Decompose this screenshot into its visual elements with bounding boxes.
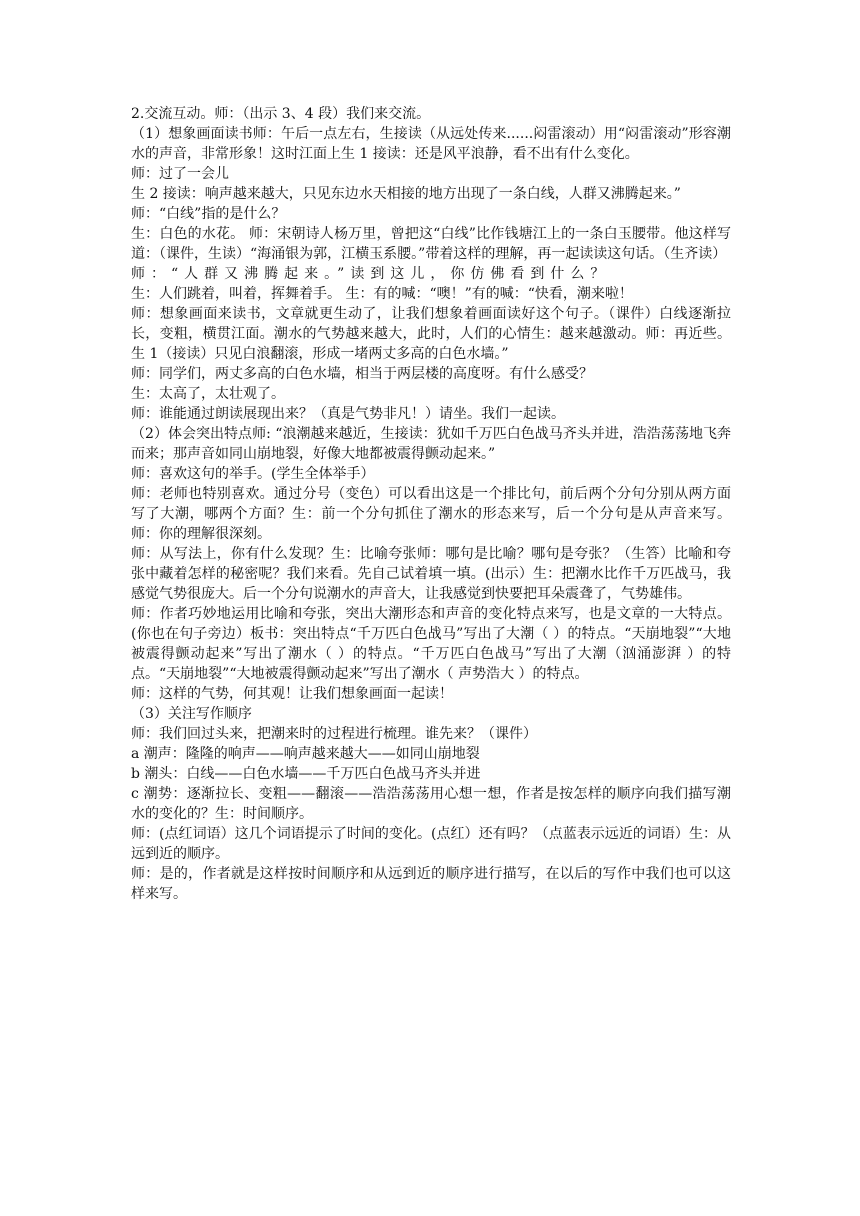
paragraph: 2.交流互动。师：（出示 3、4 段）我们来交流。 <box>131 106 431 122</box>
paragraph: 师：“人群又沸腾起来。”读到这儿，你仿佛看到什么？ <box>131 266 611 282</box>
paragraph: 师：(点红词语）这几个词语提示了时间的变化。(点红）还有吗？（点蓝表示远近的词语）生：从远到近的顺序。 <box>131 826 731 862</box>
paragraph: （3）关注写作顺序 <box>131 706 252 722</box>
paragraph: 师：是的，作者就是这样按时间顺序和从远到近的顺序进行描写，在以后的写作中我们也可以这样来写。 <box>131 866 731 902</box>
paragraph: 师：喜欢这句的举手。(学生全体举手） <box>131 466 375 482</box>
paragraph: 师：同学们，两丈多高的白色水墙，相当于两层楼的高度呀。有什么感受？ <box>131 366 593 382</box>
paragraph: （2）体会突出特点师: “浪潮越来越近，生接读：犹如千万匹白色战马齐头并进，浩浩荡荡地飞奔而来；那声音如同山崩地裂，好像大地都被震得颤动起来。” <box>131 426 731 462</box>
paragraph: 师：“白线”指的是什么？ <box>131 206 286 222</box>
paragraph: 师：这样的气势，何其观！让我们想象画面一起读！ <box>131 686 453 702</box>
paragraph: 师：从写法上，你有什么发现？生：比喻夸张师：哪句是比喻？哪句是夸张？（生答）比喻和夸张中藏着怎样的秘密呢？我们来看。先自己试着填一填。(出示）生：把潮水比作千万匹战马，我感觉气势很庞大。后一个分句说潮水的声音大，让我感觉到快要把耳朵震聋了，气势雄伟。 <box>131 546 731 602</box>
paragraph: 师：谁能通过朗读展现出来？（真是气势非凡！）请坐。我们一起读。 <box>131 406 565 422</box>
paragraph: 师：老师也特别喜欢。通过分号（变色）可以看出这是一个排比句，前后两个分句分别从两方面写了大潮，哪两个方面？生：前一个分句抓住了潮水的形态来写，后一个分句是从声音来写。师：你的理解很深刻。 <box>131 486 731 542</box>
paragraph: 师：过了一会儿 <box>131 166 229 182</box>
paragraph: （1）想象画面读书师：午后一点左右，生接读（从远处传来......闷雷滚动）用“闷雷滚动”形容潮水的声音，非常形象！这时江面上生 1 接读：还是风平浪静，看不出有什么变化。 <box>131 126 731 162</box>
document-body <box>131 104 731 904</box>
paragraph: 生：人们跳着，叫着，挥舞着手。 生：有的喊：“噢！”有的喊：“快看，潮来啦！ <box>131 286 633 302</box>
paragraph: 生 2 接读：响声越来越大，只见东边水天相接的地方出现了一条白线，人群又沸腾起来。” <box>131 186 681 202</box>
paragraph: 师：想象画面来读书，文章就更生动了，让我们想象着画面读好这个句子。（课件）白线逐渐拉长，变粗，横贯江面。潮水的气势越来越大，此时，人们的心情生：越来越激动。师：再近些。生 1（接读）只见白浪翻滚，形成一堵两丈多高的白色水墙。” <box>131 306 731 362</box>
paragraph: 师：我们回过头来，把潮来时的过程进行梳理。谁先来？（课件） <box>131 726 537 742</box>
paragraph: a 潮声：隆隆的响声——响声越来越大——如同山崩地裂 <box>131 746 480 762</box>
paragraph: 师：作者巧妙地运用比喻和夸张，突出大潮形态和声音的变化特点来写，也是文章的一大特点。(你也在句子旁边）板书：突出特点“千万匹白色战马”写出了大潮（ ）的特点。“天崩地裂”“大地被震得颤动起来”写出了潮水（ ）的特点。“千万匹白色战马”写出了大潮（汹涌澎湃 ）的特点。“天崩地裂”“大地被震得颤动起来”写出了潮水（ 声势浩大 ）的特点。 <box>131 606 731 682</box>
paragraph: 生：白色的水花。 师：宋朝诗人杨万里，曾把这“白线”比作钱塘江上的一条白玉腰带。他这样写道：（课件，生读）“海涌银为郭，江横玉系腰。”带着这样的理解，再一起读读这句话。（生齐读） <box>131 226 731 262</box>
paragraph: b 潮头：白线——白色水墙——千万匹白色战马齐头并进 <box>131 766 481 782</box>
paragraph: c 潮势：逐渐拉长、变粗——翻滚——浩浩荡荡用心想一想，作者是按怎样的顺序向我们描写潮水的变化的？生：时间顺序。 <box>131 786 731 822</box>
paragraph: 生：太高了，太壮观了。 <box>131 386 285 402</box>
